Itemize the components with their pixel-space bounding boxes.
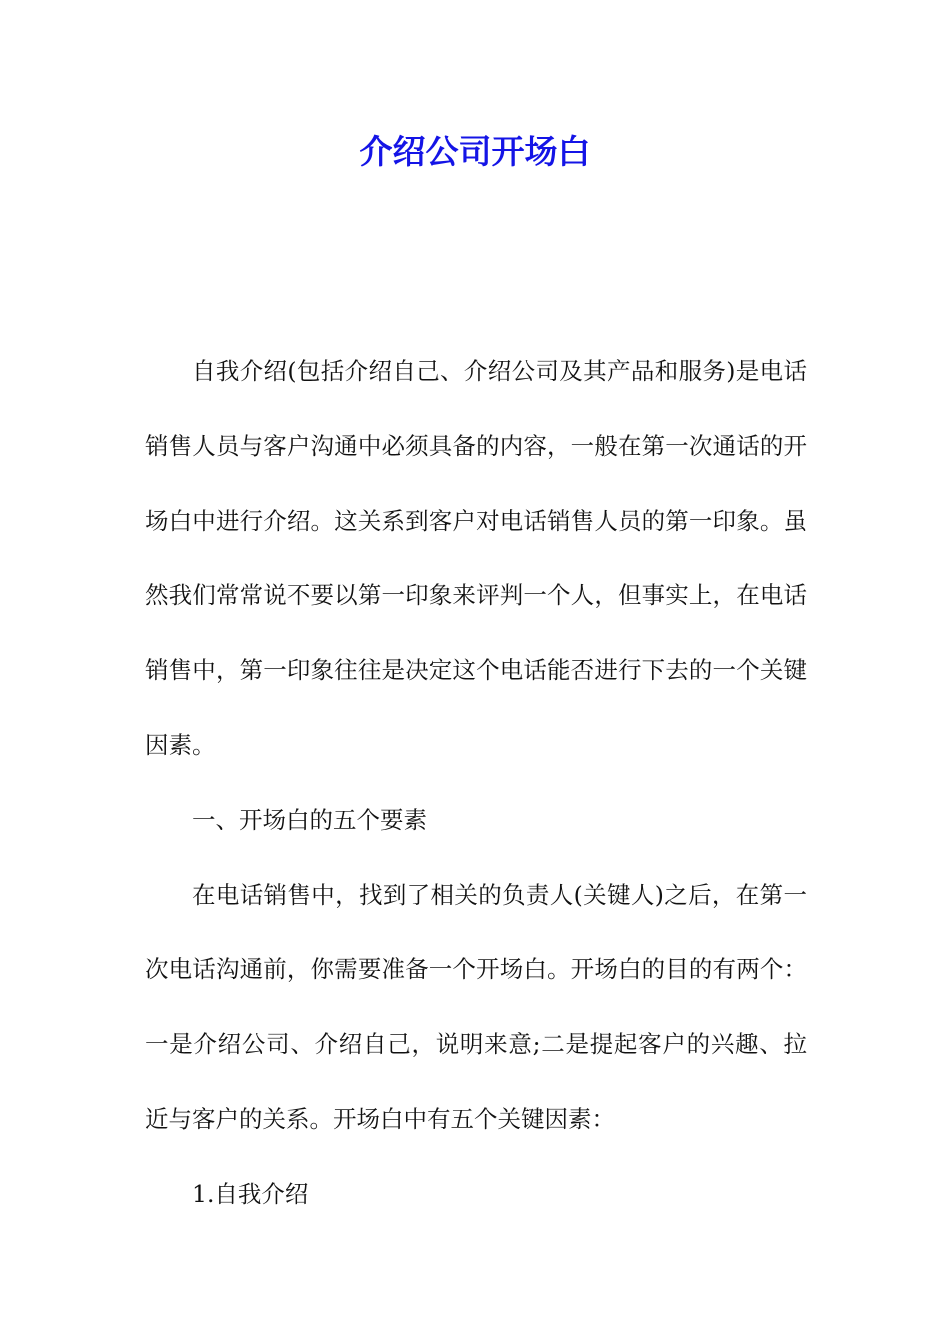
document-title: 介绍公司开场白 — [359, 132, 591, 171]
section-heading: 一、开场白的五个要素 — [192, 805, 427, 834]
document-body — [145, 334, 807, 1232]
paragraph-opening: 在电话销售中，找到了相关的负责人(关键人)之后，在第一次电话沟通前，你需要准备一个开场白。开场白的目的有两个：一是介绍公司、介绍自己，说明来意;二是提起客户的兴趣、拉近与客户的关系。开场白中有五个关键因素： — [145, 880, 807, 1133]
list-item-self-intro: 1.自我介绍 — [192, 1179, 309, 1208]
paragraph-intro: 自我介绍(包括介绍自己、介绍公司及其产品和服务)是电话销售人员与客户沟通中必须具备的内容，一般在第一次通话的开场白中进行介绍。这关系到客户对电话销售人员的第一印象。虽然我们常常说不要以第一印象来评判一个人，但事实上，在电话销售中，第一印象往往是决定这个电话能否进行下去的一个关键因素。 — [145, 357, 807, 759]
